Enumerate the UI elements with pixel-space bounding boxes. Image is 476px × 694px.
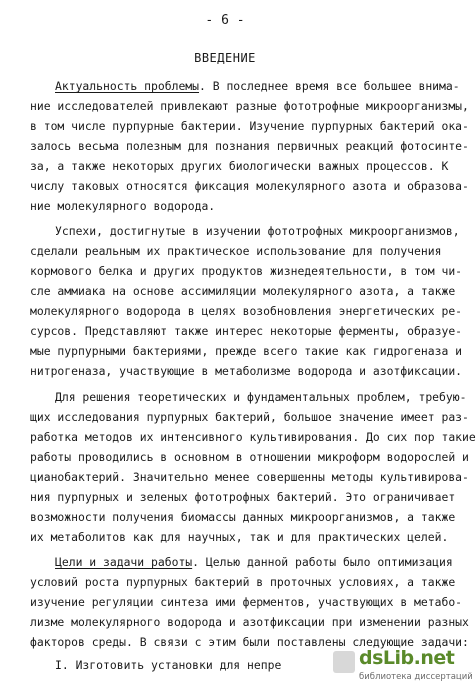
- text-line: [30, 160, 448, 173]
- text-line: [30, 491, 455, 504]
- text-line: [30, 616, 469, 629]
- watermark-subtitle: библиотека диссертаций: [359, 672, 473, 682]
- text-line: [30, 180, 469, 193]
- watermark: [333, 647, 473, 689]
- book-icon: [333, 651, 355, 673]
- text-line: [30, 451, 469, 464]
- underlined-heading: Цели и задачи работы: [55, 555, 193, 569]
- line-text: работка методов их интенсивного культивирования. До сих пор такие: [30, 430, 476, 444]
- line-text: нитрогеназа, участвующие в метаболизме водорода и азотфиксации.: [30, 364, 463, 378]
- line-text: факторов среды. В связи с этим были поставлены следующие задачи:: [30, 635, 469, 649]
- text-line: [30, 140, 469, 153]
- text-line: [30, 431, 476, 444]
- line-text: лизме молекулярного водорода и азотфиксации при изменении разных: [30, 615, 469, 629]
- text-line: [30, 531, 448, 544]
- line-text: изучение регуляции синтеза ими ферментов, участвующих в метабо-: [30, 595, 463, 609]
- text-line: [30, 596, 462, 609]
- line-text: возможности получения биомассы данных микроорганизмов, а также: [30, 510, 456, 524]
- line-text: кормового белка и других продуктов жизнедеятельности, в том чи-: [30, 264, 463, 278]
- text-line: [55, 225, 460, 238]
- text-line: [30, 305, 462, 318]
- text-line: [30, 365, 462, 378]
- line-text: Для решения теоретических и фундаментальных проблем, требую-: [55, 390, 467, 404]
- line-text: сделали реальным их практическое использование для получения: [30, 244, 442, 258]
- text-line: [30, 265, 462, 278]
- text-line: [30, 511, 455, 524]
- line-text: сле аммиака на основе ассимиляции молекулярного азота, а также: [30, 284, 456, 298]
- text-line: [30, 200, 215, 213]
- line-text: . В последнее время все большее внима-: [199, 79, 460, 93]
- text-line: [30, 285, 455, 298]
- line-text: за, а также некоторых других биологически важных процессов. К: [30, 159, 449, 173]
- text-line: [30, 345, 462, 358]
- text-line: [30, 576, 455, 589]
- text-line: [55, 80, 460, 93]
- watermark-brand: dsLib.net: [359, 647, 455, 669]
- underlined-heading: Актуальность проблемы: [55, 79, 200, 93]
- text-line: [55, 556, 453, 569]
- text-line: [30, 411, 469, 424]
- line-text: цианобактерий. Значительно менее совершенны методы культивирова-: [30, 470, 469, 484]
- line-text: ние молекулярного водорода.: [30, 199, 216, 213]
- text-line: [30, 120, 469, 133]
- line-text: залось весьма полезным для познания первичных реакций фотосинте-: [30, 139, 469, 153]
- line-text: . Целью данной работы было оптимизация: [192, 555, 453, 569]
- line-text: молекулярного водорода в целях возобновления энергетических ре-: [30, 304, 463, 318]
- line-text: Успехи, достигнутые в изучении фототрофных микроорганизмов,: [55, 224, 460, 238]
- line-text: в том числе пурпурные бактерии. Изучение пурпурных бактерий ока-: [30, 119, 469, 133]
- section-title: ВВЕДЕНИЕ: [194, 51, 256, 65]
- text-line: [55, 391, 466, 404]
- line-text: ния пурпурных и зеленых фототрофных бактерий. Это ограничивает: [30, 490, 456, 504]
- text-line: [30, 100, 469, 113]
- text-line: [30, 245, 441, 258]
- line-text: их метаболитов как для научных, так и для практических целей.: [30, 530, 449, 544]
- text-line: [30, 471, 469, 484]
- line-text: мые пурпурными бактериями, прежде всего такие как гидрогеназа и: [30, 344, 463, 358]
- line-text: работы проводились в основном в отношении микроформ водорослей и: [30, 450, 469, 464]
- page-number: - 6 -: [205, 13, 245, 28]
- line-text: ние исследователей привлекают разные фототрофные микроорганизмы,: [30, 99, 469, 113]
- text-line: [30, 325, 462, 338]
- text-line: [55, 659, 281, 672]
- line-text: числу таковых относятся фиксация молекулярного азота и образова-: [30, 179, 469, 193]
- line-text: условий роста пурпурных бактерий в проточных условиях, а также: [30, 575, 456, 589]
- line-text: сурсов. Представляют также интерес некоторые ферменты, образуе-: [30, 324, 463, 338]
- line-text: щих исследования пурпурных бактерий, большое значение имеет раз-: [30, 410, 469, 424]
- line-text: I. Изготовить установки для непре: [55, 658, 282, 672]
